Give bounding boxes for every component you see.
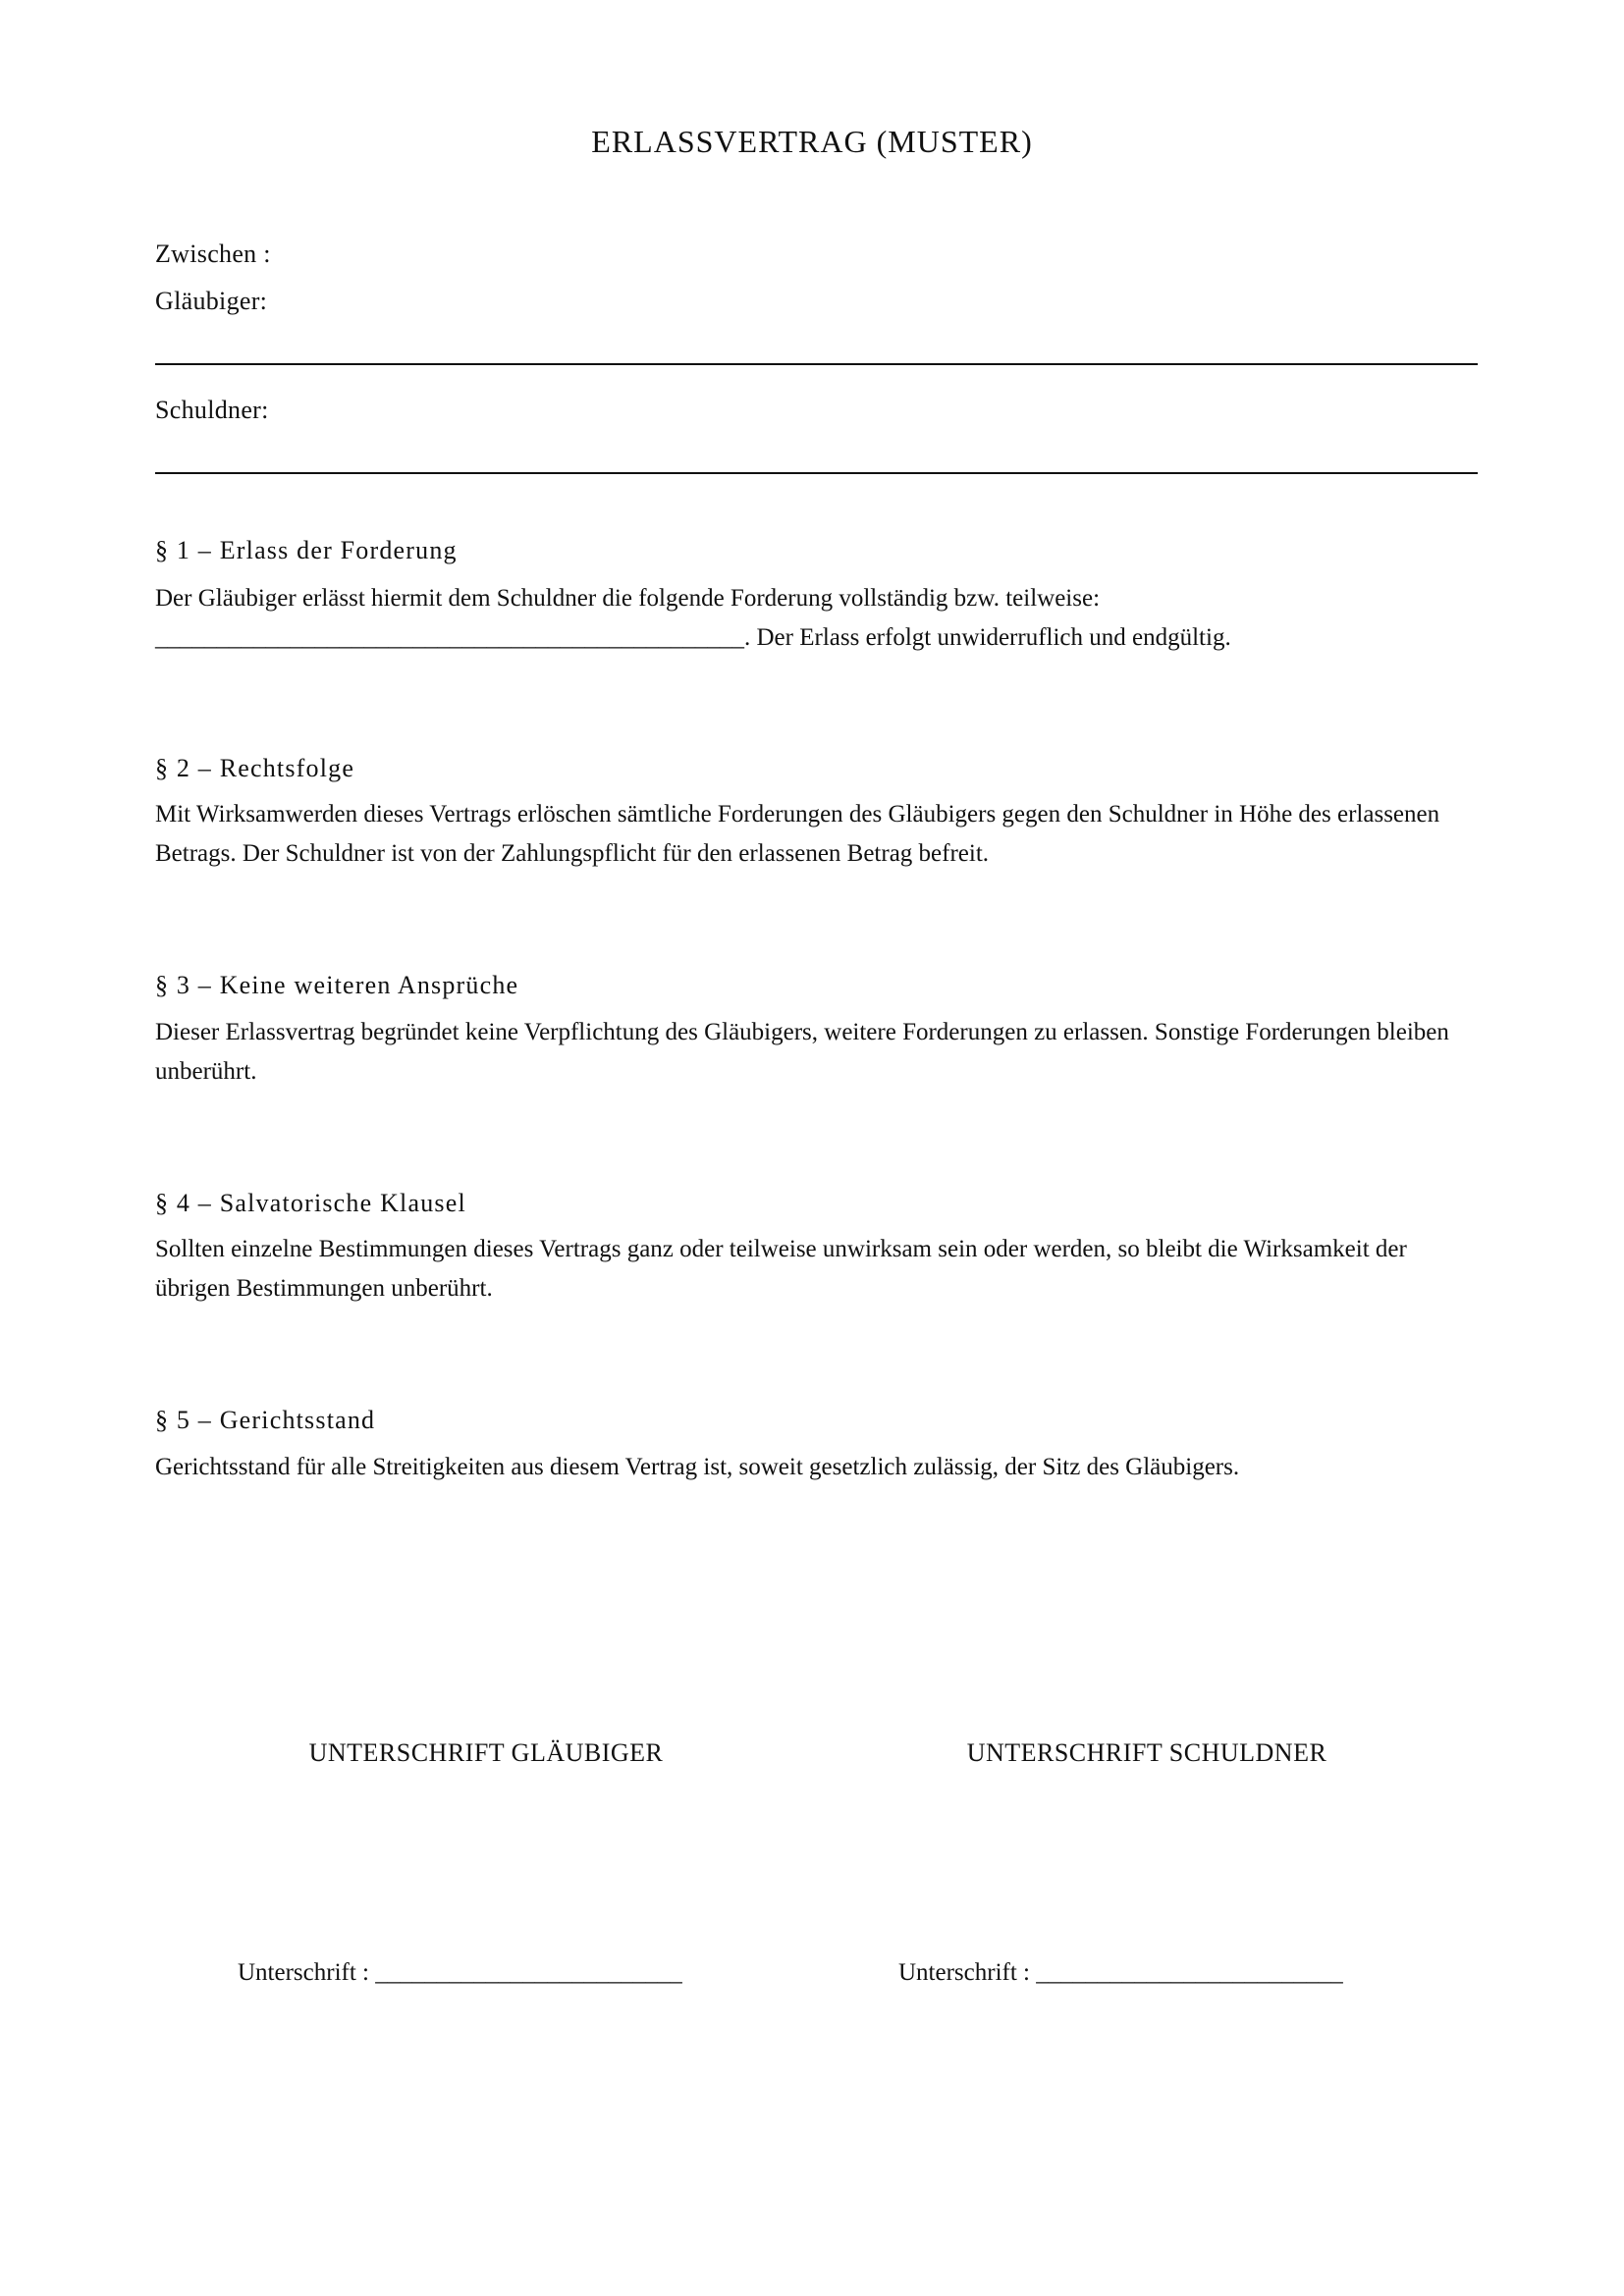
section-3-body: Dieser Erlassvertrag begründet keine Verpflichtung des Gläubigers, weitere Forderungen zu erlassen. Sonstige Forderungen bleiben unberührt.	[155, 1019, 1449, 1085]
debtor-label: Schuldner:	[155, 396, 269, 424]
parties-intro: Zwischen :	[155, 240, 271, 268]
section-1-body-line-2: ________________________________________________. Der Erlass erfolgt unwiderruflich und endgültig.	[155, 624, 1231, 651]
section-4-body: Sollten einzelne Bestimmungen dieses Vertrags ganz oder teilweise unwirksam sein oder werden, so bleibt die Wirksamkeit der übrigen Bestimmungen unberührt.	[155, 1236, 1407, 1302]
document-title: ERLASSVERTRAG (MUSTER)	[591, 124, 1033, 159]
debtor-fill-line	[155, 472, 1478, 474]
section-1-heading: § 1 – Erlass der Forderung	[155, 536, 458, 564]
creditor-signature-heading: UNTERSCHRIFT GLÄUBIGER	[308, 1738, 664, 1767]
section-2-heading: § 2 – Rechtsfolge	[155, 754, 355, 782]
section-4-heading: § 4 – Salvatorische Klausel	[155, 1189, 466, 1217]
debtor-signature-line: Unterschrift : _________________________	[898, 1959, 1343, 1986]
section-5-body: Gerichtsstand für alle Streitigkeiten aus diesem Vertrag ist, soweit gesetzlich zulässig, der Sitz des Gläubigers.	[155, 1454, 1240, 1480]
creditor-signature-line: Unterschrift : _________________________	[238, 1959, 682, 1986]
section-1-body-line-1: Der Gläubiger erlässt hiermit dem Schuldner die folgende Forderung vollständig bzw. teilweise:	[155, 585, 1101, 612]
section-2-body: Mit Wirksamwerden dieses Vertrags erlöschen sämtliche Forderungen des Gläubigers gegen den Schuldner in Höhe des erlassenen Betrags. Der Schuldner ist von der Zahlungspflicht für den erlassenen Betrag befreit.	[155, 801, 1440, 867]
section-3-heading: § 3 – Keine weiteren Ansprüche	[155, 971, 519, 999]
creditor-label: Gläubiger:	[155, 287, 268, 315]
section-5-heading: § 5 – Gerichtsstand	[155, 1406, 376, 1434]
debtor-signature-heading: UNTERSCHRIFT SCHULDNER	[966, 1738, 1327, 1767]
section-1-body	[155, 579, 1481, 658]
creditor-fill-line	[155, 363, 1478, 365]
